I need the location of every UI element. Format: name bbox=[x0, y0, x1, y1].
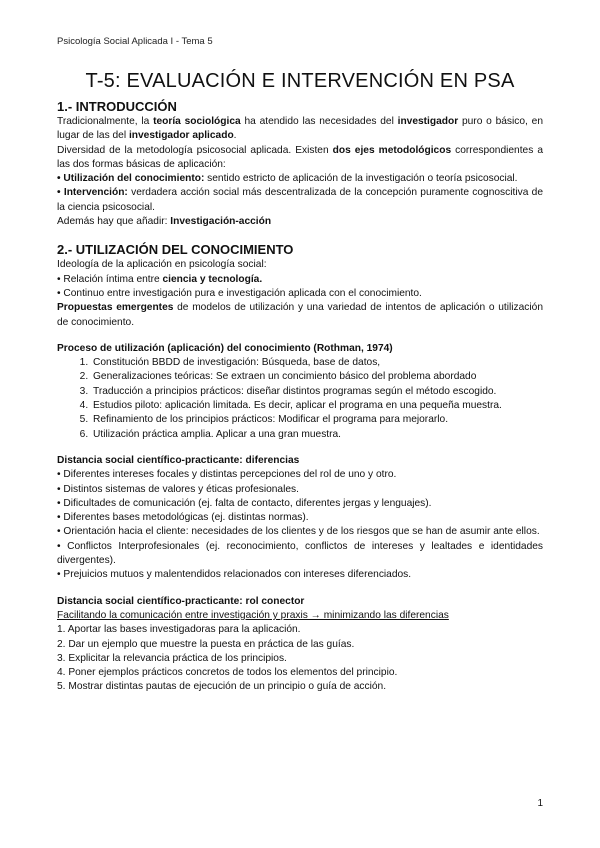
document-body bbox=[57, 98, 543, 695]
proposals-paragraph: Propuestas emergentes de modelos de utilización y una variedad de intentos de aplicación o utilización de conocimiento. bbox=[57, 302, 543, 328]
list-item: 6. Utilización práctica amplia. Aplicar a una gran muestra. bbox=[91, 428, 543, 442]
list-item: • Diferentes intereses focales y distintas percepciones del rol de uno y otro. bbox=[57, 469, 397, 481]
list-item: • Conflictos Interprofesionales (ej. reconocimiento, conflictos de intereses y lealtades e identidades divergentes). bbox=[57, 540, 543, 567]
section-2-heading: 2.- UTILIZACIÓN DEL CONOCIMIENTO bbox=[57, 242, 294, 258]
section-1-heading: 1.- INTRODUCCIÓN bbox=[57, 99, 177, 114]
list-item: 2. Dar un ejemplo que muestre la puesta en práctica de las guías. bbox=[57, 638, 355, 650]
process-list bbox=[57, 356, 543, 442]
connector-role-subtitle: Facilitando la comunicación entre investigación y praxis → minimizando las diferencias bbox=[57, 609, 449, 621]
intro-paragraph-3: Además hay que añadir: Investigación-acción bbox=[57, 216, 272, 228]
list-item: 5. Mostrar distintas pautas de ejecución de un principio o guía de acción. bbox=[57, 681, 387, 693]
intro-paragraph-1: Tradicionalmente, la teoría sociológica ha atendido las necesidades del investigador puro o básico, en lugar de las del investigador aplicado. bbox=[57, 116, 543, 142]
list-item: 1. Aportar las bases investigadoras para la aplicación. bbox=[57, 624, 301, 636]
list-item: 3. Traducción a principios prácticos: diseñar distintos programas según el método escogido. bbox=[91, 385, 543, 399]
connector-role-title: Distancia social científico-practicante: rol conector bbox=[57, 595, 305, 607]
list-item: 4. Estudios piloto: aplicación limitada. Es decir, aplicar el programa en una pequeña muestra. bbox=[91, 399, 543, 413]
list-item: 3. Explicitar la relevancia práctica de los principios. bbox=[57, 652, 287, 664]
list-item: 5. Refinamiento de los principios prácticos: Modificar el programa para mejorarlo. bbox=[91, 413, 543, 427]
page-number: 1 bbox=[537, 798, 543, 809]
intro-bullet-utilizacion: • Utilización del conocimiento: sentido estricto de aplicación de la investigación o teoría psicosocial. bbox=[57, 173, 518, 185]
differences-title: Distancia social científico-practicante: diferencias bbox=[57, 454, 300, 466]
list-item: • Distintos sistemas de valores y éticas profesionales. bbox=[57, 483, 299, 495]
list-item: • Diferentes bases metodológicas (ej. distintas normas). bbox=[57, 512, 309, 524]
page-title: T-5: EVALUACIÓN E INTERVENCIÓN EN PSA bbox=[85, 70, 515, 92]
list-item: • Dificultades de comunicación (ej. falta de contacto, diferentes jergas y lenguajes). bbox=[57, 497, 432, 509]
list-item: • Orientación hacia el cliente: necesidades de los clientes y de los riesgos que se han de asumir ante ellos. bbox=[57, 526, 540, 538]
list-item: • Prejuicios mutuos y malentendidos relacionados con intereses diferenciados. bbox=[57, 569, 412, 581]
list-item: 2. Generalizaciones teóricas: Se extraen un concimiento básico del problema abordado bbox=[91, 370, 543, 384]
intro-paragraph-2: Diversidad de la metodología psicosocial aplicada. Existen dos ejes metodológicos correspondientes a las dos formas básicas de aplicación: bbox=[57, 144, 543, 170]
running-header: Psicología Social Aplicada I - Tema 5 bbox=[57, 36, 213, 47]
list-item: 4. Poner ejemplos prácticos concretos de todos los elementos del principio. bbox=[57, 667, 398, 679]
intro-bullet-intervencion: • Intervención: verdadera acción social más descentralizada de la concepción puramente cognoscitiva de la ciencia psicosocial. bbox=[57, 187, 543, 213]
ideology-bullet-1: • Relación íntima entre ciencia y tecnología. bbox=[57, 273, 263, 285]
ideology-paragraph: Ideología de la aplicación en psicología social: bbox=[57, 259, 267, 271]
list-item: 1. Constitución BBDD de investigación: Búsqueda, base de datos, bbox=[91, 356, 543, 370]
ideology-bullet-2: • Continuo entre investigación pura e investigación aplicada con el conocimiento. bbox=[57, 287, 422, 299]
process-title: Proceso de utilización (aplicación) del conocimiento (Rothman, 1974) bbox=[57, 342, 393, 354]
